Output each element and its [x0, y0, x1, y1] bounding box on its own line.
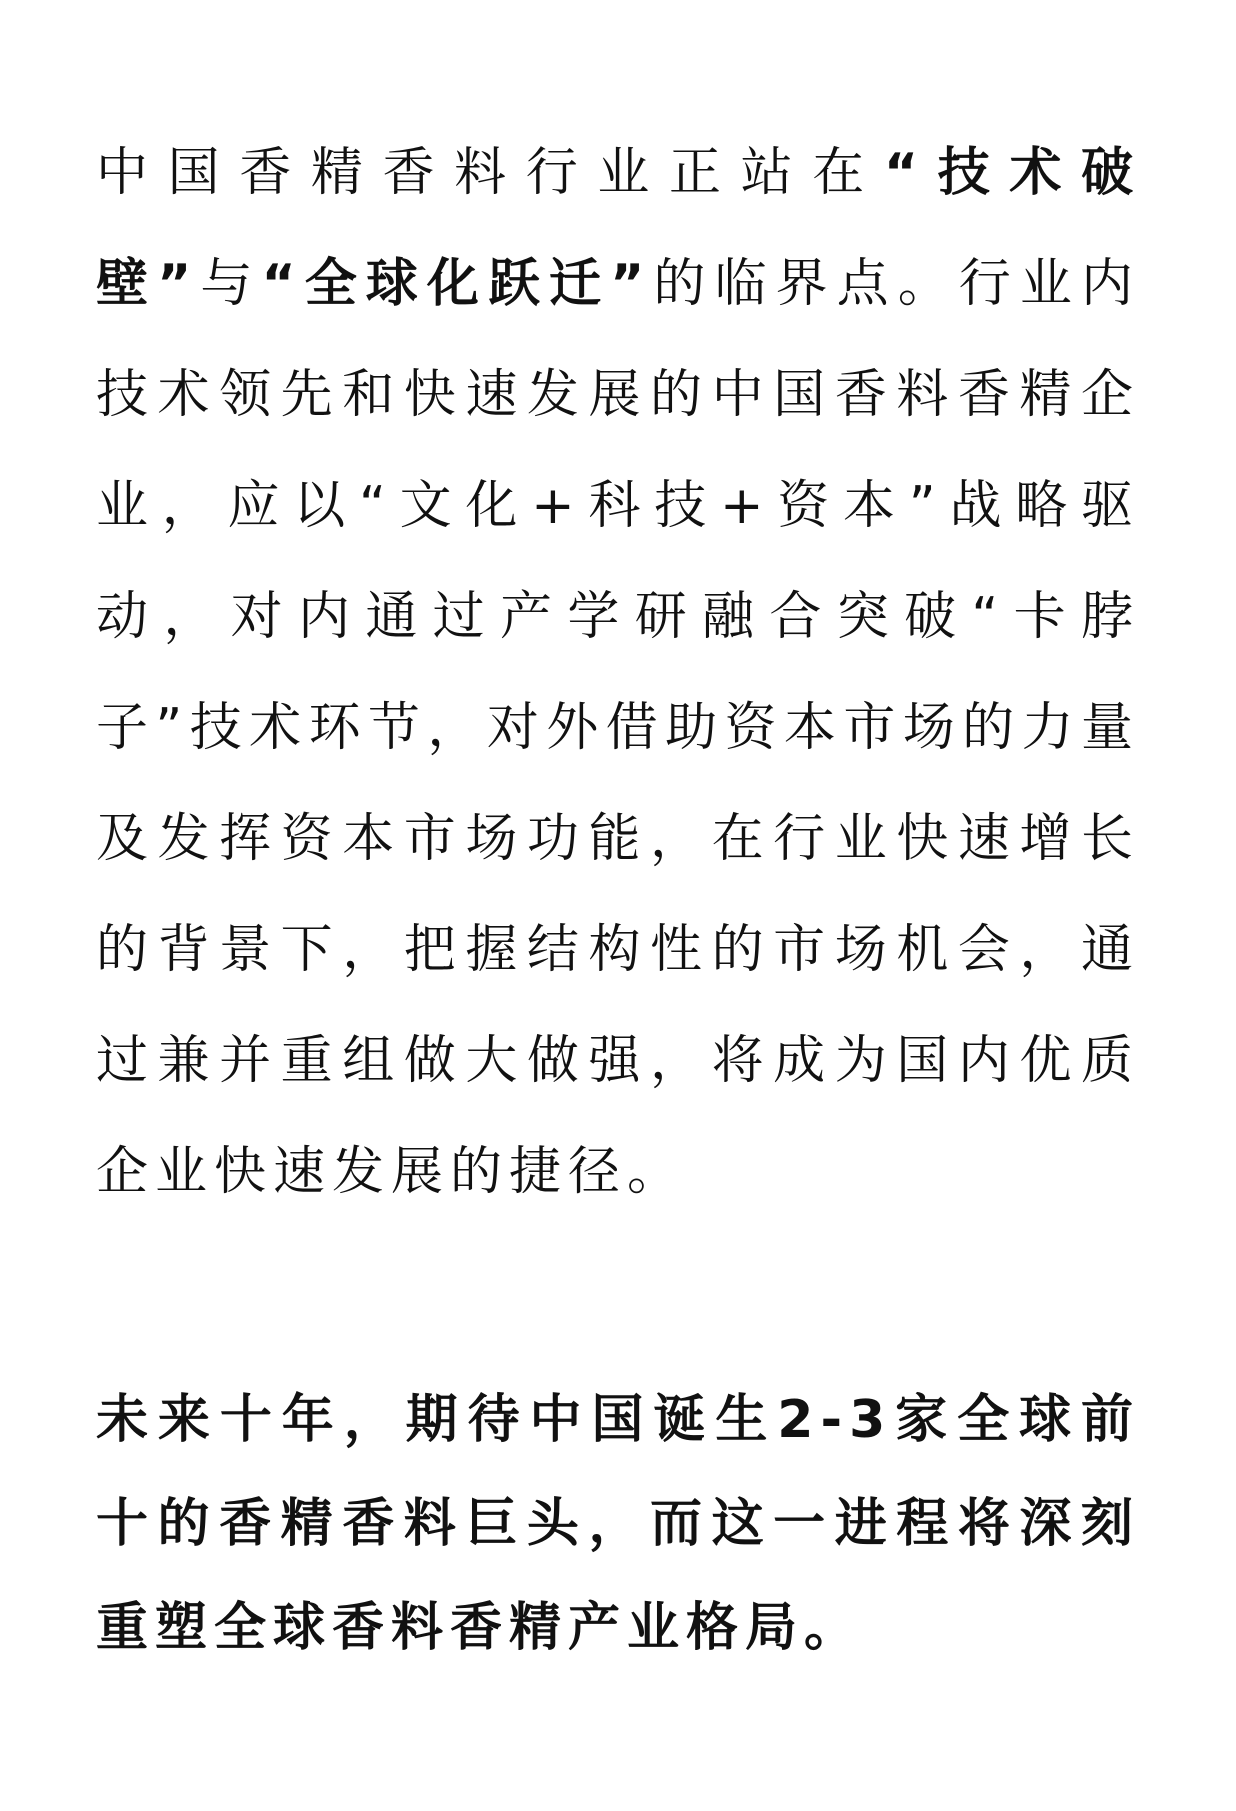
article-paragraph-2: 未来十年，期待中国诞生2-3家全球前十的香精香料巨头，而这一进程将深刻重塑全球香料香精产业格局。 — [96, 1390, 1140, 1658]
highlight-tech-breakthrough: “技术破壁” — [96, 143, 1140, 314]
paragraph-1-text-a: 中国香精香料行业正站在 — [96, 143, 884, 203]
highlight-global-leap: “全球化跃迁” — [261, 254, 652, 314]
paragraph-1-text-b: 与 — [198, 254, 262, 314]
paragraph-1-text-c: 的临界点。行业内技术领先和快速发展的中国香料香精企业，应以“文化+科技+资本”战略驱动，对内通过产学研融合突破“卡脖子”技术环节，对外借助资本市场的力量及发挥资本市场功能，在行业快速增长的背景下，把握结构性的市场机会，通过兼并重组做大做强，将成为国内优质企业快速发展的捷径。 — [96, 254, 1140, 1202]
article-body — [96, 118, 1140, 1680]
article-paragraph-1 — [96, 118, 1140, 1228]
